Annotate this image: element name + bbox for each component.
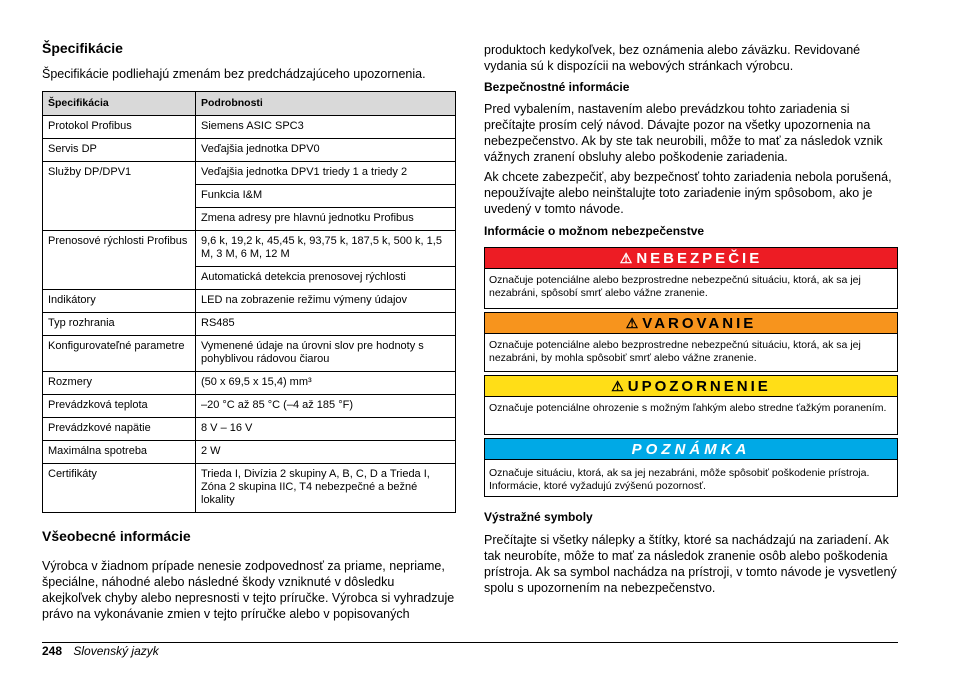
- details-cell: (50 x 69,5 x 15,4) mm³: [196, 372, 456, 395]
- warning-header: [484, 312, 898, 333]
- warning-title: VAROVANIE: [642, 314, 757, 332]
- caution-header: [484, 375, 898, 396]
- details-cell: Veďajšia jednotka DPV1 triedy 1 a triedy 2: [196, 162, 456, 185]
- table-row: [43, 395, 456, 418]
- continued-text: produktoch kedykoľvek, bez oznámenia alebo záväzku. Revidované vydania sú k dispozícii na webových stránkach výrobcu.: [484, 43, 861, 73]
- spec-cell: Certifikáty: [43, 464, 196, 513]
- details-cell: Zmena adresy pre hlavnú jednotku Profibus: [196, 208, 456, 231]
- spec-cell: Typ rozhrania: [43, 313, 196, 336]
- details-cell: LED na zobrazenie režimu výmeny údajov: [196, 290, 456, 313]
- details-cell: 8 V – 16 V: [196, 418, 456, 441]
- danger-title: NEBEZPEČIE: [636, 249, 763, 267]
- table-header-spec: Špecifikácia: [43, 92, 196, 116]
- caution-title: UPOZORNENIE: [627, 377, 771, 395]
- spec-intro: Špecifikácie podliehajú zmenám bez predchádzajúceho upozornenia.: [42, 67, 426, 81]
- details-cell: 9,6 k, 19,2 k, 45,45 k, 93,75 k, 187,5 k, 500 k, 1,5 M, 3 M, 6 M, 12 M: [196, 231, 456, 267]
- safety-heading: Bezpečnostné informácie: [484, 80, 630, 94]
- details-cell: RS485: [196, 313, 456, 336]
- warning-text: Označuje potenciálne alebo bezprostredne nebezpečnú situáciu, ktorá, ak sa jej nezabráni, by mohla spôsobiť smrť alebo vážne zranenie.: [484, 333, 898, 372]
- spec-cell: Rozmery: [43, 372, 196, 395]
- spec-cell: Prevádzkové napätie: [43, 418, 196, 441]
- page-number: 248: [42, 644, 63, 658]
- warning-triangle-icon: ⚠: [625, 314, 639, 331]
- details-cell: 2 W: [196, 441, 456, 464]
- symbols-heading: Výstražné symboly: [484, 510, 593, 524]
- warning-triangle-icon: ⚠: [619, 249, 633, 266]
- warning-triangle-icon: ⚠: [611, 377, 624, 394]
- spec-cell: Servis DP: [43, 139, 196, 162]
- danger-text: Označuje potenciálne alebo bezprostredne nebezpečnú situáciu, ktorá, ak sa jej nezabráni, spôsobí smrť alebo vážne zranenie.: [484, 268, 898, 309]
- table-header-row: [43, 92, 456, 116]
- table-row: [43, 116, 456, 139]
- spec-cell: Konfigurovateľné parametre: [43, 336, 196, 372]
- spec-cell: Protokol Profibus: [43, 116, 196, 139]
- footer-language: Slovenský jazyk: [73, 644, 159, 658]
- page-footer: [42, 644, 159, 658]
- table-row: [43, 418, 456, 441]
- table-row: [43, 290, 456, 313]
- details-cell: Funkcia I&M: [196, 185, 456, 208]
- details-cell: –20 °C až 85 °C (–4 až 185 °F): [196, 395, 456, 418]
- spec-cell: Služby DP/DPV1: [43, 162, 196, 231]
- right-column: [484, 42, 898, 596]
- hazard-heading: Informácie o možnom nebezpečenstve: [484, 224, 705, 238]
- table-row: [43, 441, 456, 464]
- spec-cell: Prevádzková teplota: [43, 395, 196, 418]
- spec-cell: Maximálna spotreba: [43, 441, 196, 464]
- spec-cell: Indikátory: [43, 290, 196, 313]
- caution-text: Označuje potenciálne ohrozenie s možným ľahkým alebo stredne ťažkým poranením.: [484, 396, 898, 435]
- spec-cell: Prenosové rýchlosti Profibus: [43, 231, 196, 290]
- general-heading: Všeobecné informácie: [42, 528, 191, 544]
- spec-table: [42, 91, 456, 513]
- details-cell: Vymenené údaje na úrovni slov pre hodnoty s pohyblivou rádovou čiarou: [196, 336, 456, 372]
- table-row: [43, 313, 456, 336]
- details-cell: Automatická detekcia prenosovej rýchlosti: [196, 267, 456, 290]
- table-row: [43, 372, 456, 395]
- danger-box: [484, 247, 898, 309]
- table-row: [43, 162, 456, 185]
- warning-box: [484, 312, 898, 372]
- spec-heading: Špecifikácie: [42, 40, 123, 56]
- left-column: [42, 40, 456, 622]
- details-cell: Siemens ASIC SPC3: [196, 116, 456, 139]
- notice-header: [484, 438, 898, 459]
- general-text: Výrobca v žiadnom prípade nenesie zodpovednosť za priame, nepriame, špeciálne, náhodné alebo následné škody vzniknuté v dôsledku akejkoľvek chyby alebo nepresnosti v tejto príručke. Výrobca si vyhradzuje právo na vykonávanie zmien v tejto príručke alebo v popisovaných: [42, 559, 455, 621]
- notice-title: POZNÁMKA: [631, 440, 751, 458]
- footer-divider: [42, 642, 898, 643]
- symbols-text: Prečítajte si všetky nálepky a štítky, ktoré sa nachádzajú na zariadení. Ak tak neurobíte, môže to mať za následok zranenie osôb alebo poškodenia prístroja. Ak sa symbol nachádza na prístroji, v tomto návode je vysvetlený spolu s upozornením na nebezpečenstvo.: [484, 533, 897, 595]
- table-row: [43, 139, 456, 162]
- table-row: [43, 336, 456, 372]
- danger-header: [484, 247, 898, 268]
- table-row: [43, 231, 456, 267]
- caution-box: [484, 375, 898, 435]
- table-row: [43, 464, 456, 513]
- notice-box: [484, 438, 898, 497]
- safety-paragraph-1: Pred vybalením, nastavením alebo prevádzkou tohto zariadenia si prečítajte prosím celý návod. Dávajte pozor na všetky upozornenia na nebezpečenstvo. Ak by ste tak neurobili, môže to mať za následok vznik vážnych zranení obsluhy alebo poškodenie zariadenia.: [484, 102, 883, 164]
- details-cell: Trieda I, Divízia 2 skupiny A, B, C, D a Trieda I, Zóna 2 skupina IIC, T4 nebezpečné a bežné lokality: [196, 464, 456, 513]
- safety-paragraph-2: Ak chcete zabezpečiť, aby bezpečnosť tohto zariadenia nebola porušená, nepoužívajte alebo neinštalujte toto zariadenie iným spôsobom, ako je uvedený v tomto návode.: [484, 170, 892, 216]
- notice-text: Označuje situáciu, ktorá, ak sa jej nezabráni, môže spôsobiť poškodenie prístroja. Informácie, ktoré vyžadujú zvýšenú pozornosť.: [484, 459, 898, 497]
- table-header-details: Podrobnosti: [196, 92, 456, 116]
- details-cell: Veďajšia jednotka DPV0: [196, 139, 456, 162]
